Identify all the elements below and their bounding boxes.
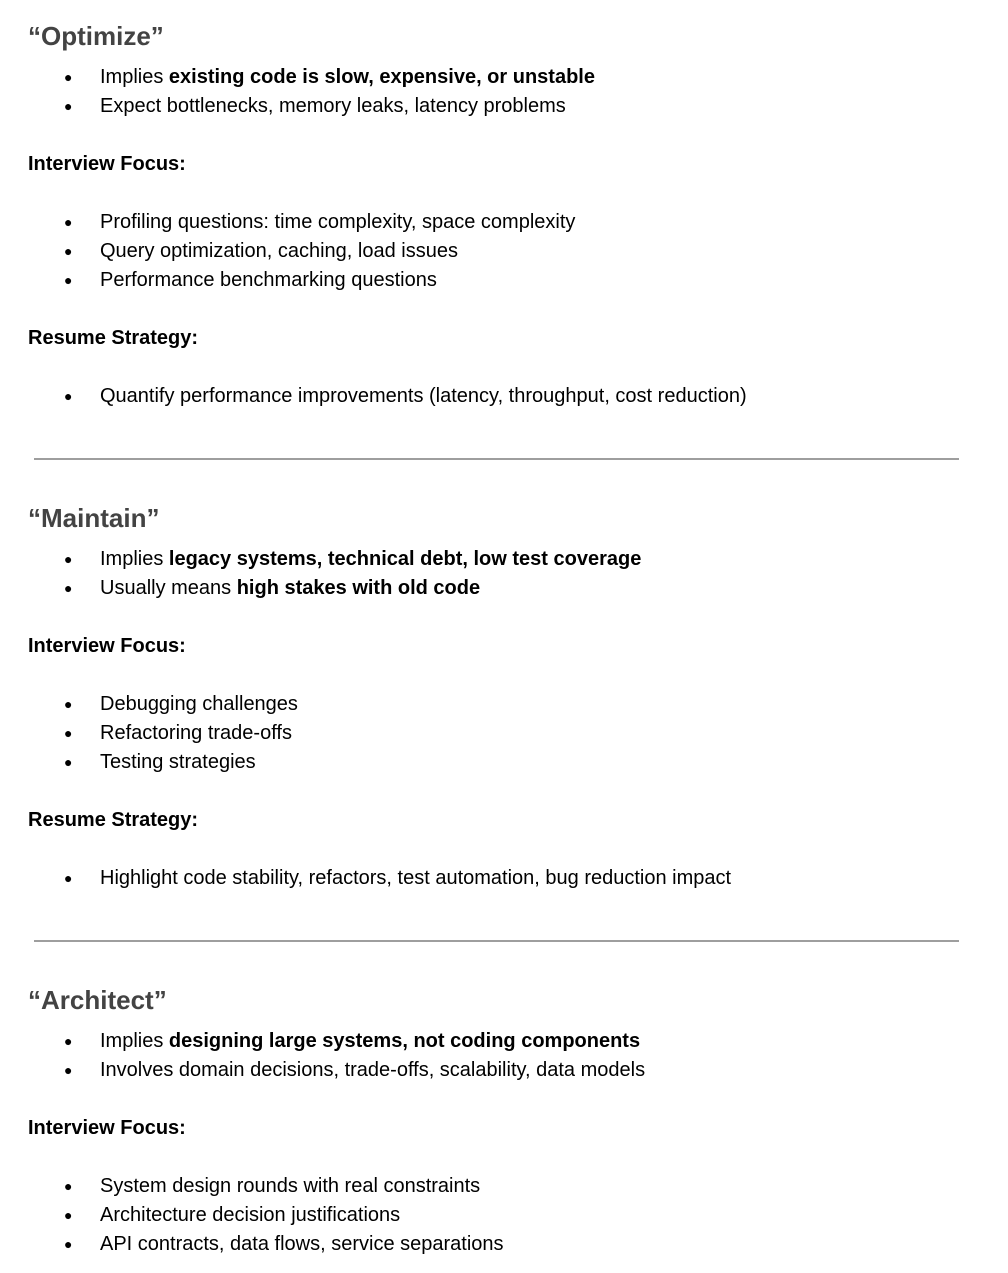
list-item bbox=[0, 1201, 1008, 1230]
spacer bbox=[0, 1085, 1008, 1114]
interview-focus-label: Interview Focus: bbox=[28, 1117, 186, 1139]
text: Implies bbox=[100, 548, 169, 570]
list-item bbox=[0, 1056, 1008, 1085]
bullet-icon: ● bbox=[64, 1236, 73, 1252]
text: Implies bbox=[100, 1030, 169, 1052]
bullet-icon: ● bbox=[64, 388, 73, 404]
spacer bbox=[0, 603, 1008, 632]
section-title: “Optimize” bbox=[28, 21, 164, 51]
spacer bbox=[0, 1143, 1008, 1172]
resume-strategy-label: Resume Strategy: bbox=[28, 809, 199, 831]
bullet-icon: ● bbox=[64, 580, 73, 596]
text: Quantify performance improvements (latency, throughput, cost reduction) bbox=[100, 385, 747, 407]
spacer bbox=[0, 777, 1008, 806]
bullet-icon: ● bbox=[64, 754, 73, 770]
text: Profiling questions: time complexity, space complexity bbox=[100, 211, 576, 233]
list-item bbox=[0, 382, 1008, 411]
bullet-icon: ● bbox=[64, 696, 73, 712]
text: Performance benchmarking questions bbox=[100, 269, 437, 291]
bullet-icon: ● bbox=[64, 1033, 73, 1049]
text: Usually means bbox=[100, 577, 237, 599]
bullet-icon: ● bbox=[64, 98, 73, 114]
section-1 bbox=[0, 498, 1008, 893]
section-title: “Architect” bbox=[28, 985, 167, 1015]
bold-text: existing code is slow, expensive, or unstable bbox=[168, 66, 595, 88]
bullet-icon: ● bbox=[64, 725, 73, 741]
text: Highlight code stability, refactors, test automation, bug reduction impact bbox=[100, 867, 732, 889]
interview-focus-label: Interview Focus: bbox=[28, 635, 186, 657]
list-item bbox=[0, 690, 1008, 719]
divider bbox=[34, 940, 959, 942]
spacer bbox=[0, 295, 1008, 324]
bullet-icon: ● bbox=[64, 243, 73, 259]
bullet-icon: ● bbox=[64, 1178, 73, 1194]
bullet-icon: ● bbox=[64, 69, 73, 85]
text: System design rounds with real constraints bbox=[100, 1175, 481, 1197]
spacer bbox=[0, 121, 1008, 150]
list-item bbox=[0, 1027, 1008, 1056]
list-item bbox=[0, 864, 1008, 893]
interview-focus-label: Interview Focus: bbox=[28, 153, 186, 175]
section-2 bbox=[0, 980, 1008, 1259]
spacer bbox=[0, 835, 1008, 864]
spacer bbox=[0, 179, 1008, 208]
text: Architecture decision justifications bbox=[100, 1204, 401, 1226]
list-item bbox=[0, 237, 1008, 266]
list-item bbox=[0, 748, 1008, 777]
list-item bbox=[0, 208, 1008, 237]
bold-text: designing large systems, not coding components bbox=[168, 1030, 641, 1052]
bullet-icon: ● bbox=[64, 1207, 73, 1223]
text: Involves domain decisions, trade-offs, scalability, data models bbox=[100, 1059, 646, 1081]
list-item bbox=[0, 574, 1008, 603]
text: Debugging challenges bbox=[100, 693, 298, 715]
section-title: “Maintain” bbox=[28, 503, 160, 533]
bold-text: legacy systems, technical debt, low test coverage bbox=[168, 548, 642, 570]
section-0 bbox=[0, 16, 1008, 411]
divider bbox=[34, 458, 959, 460]
list-item bbox=[0, 266, 1008, 295]
bullet-icon: ● bbox=[64, 551, 73, 567]
list-item bbox=[0, 92, 1008, 121]
list-item bbox=[0, 1230, 1008, 1259]
bullet-icon: ● bbox=[64, 272, 73, 288]
text: API contracts, data flows, service separations bbox=[100, 1233, 504, 1255]
resume-strategy-label: Resume Strategy: bbox=[28, 327, 199, 349]
bullet-icon: ● bbox=[64, 870, 73, 886]
bullet-icon: ● bbox=[64, 1062, 73, 1078]
bullet-icon: ● bbox=[64, 214, 73, 230]
text: Testing strategies bbox=[100, 751, 256, 773]
text: Query optimization, caching, load issues bbox=[100, 240, 458, 262]
list-item bbox=[0, 63, 1008, 92]
text: Implies bbox=[100, 66, 169, 88]
list-item bbox=[0, 719, 1008, 748]
list-item bbox=[0, 545, 1008, 574]
list-item bbox=[0, 1172, 1008, 1201]
text: Expect bottlenecks, memory leaks, latency problems bbox=[100, 95, 566, 117]
spacer bbox=[0, 353, 1008, 382]
bold-text: high stakes with old code bbox=[236, 577, 481, 599]
text: Refactoring trade-offs bbox=[100, 722, 292, 744]
spacer bbox=[0, 661, 1008, 690]
